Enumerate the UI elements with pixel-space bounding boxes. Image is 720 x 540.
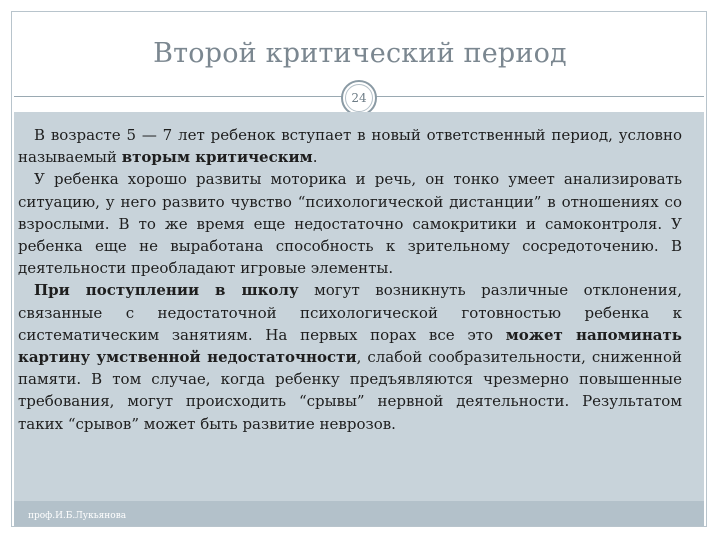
paragraph-2 bbox=[18, 168, 682, 279]
page-number-badge: 24 bbox=[341, 80, 377, 116]
p1-text-2: . bbox=[312, 148, 318, 167]
slide-title: Второй критический период bbox=[153, 38, 567, 69]
p2-text-1: У ребенка хорошо развиты моторика и речь, он тонко умеет анализировать ситуацию, у него развито чувство “психологической дистанции” в отношениях со взрослыми. В то же время еще недостаточно самокритики и самоконтроля. У ребенка еще не выработана способность к зрительному сосредоточению. В деятельности преобладают игровые элементы. bbox=[18, 170, 682, 278]
p3-bold-1: При поступлении в школу bbox=[34, 281, 299, 300]
paragraph-3 bbox=[18, 279, 682, 434]
p3-text-1: могут возникнуть различные отклонения, связанные с недостаточной психологической готовностью ребенка к систематическим занятиям. На первых порах все это bbox=[18, 281, 682, 344]
p3-bold-2: может напоминать картину умственной недостаточности bbox=[18, 325, 682, 367]
author-label: проф.И.Б.Лукьянова bbox=[28, 511, 127, 521]
paragraph-1 bbox=[18, 124, 682, 168]
body-text bbox=[18, 124, 682, 435]
p3-text-2: , слабой сообразительности, сниженной памяти. В том случае, когда ребенку предъявляются чрезмерно повышенные требования, могут происходить “срывы” нервной деятельности. Результатом таких “срывов” может быть развитие неврозов. bbox=[18, 348, 682, 433]
p1-text-1: В возрасте 5 — 7 лет ребенок вступает в новый ответственный период, условно называемый bbox=[18, 126, 682, 167]
p1-bold-1: вторым критическим bbox=[121, 148, 313, 167]
